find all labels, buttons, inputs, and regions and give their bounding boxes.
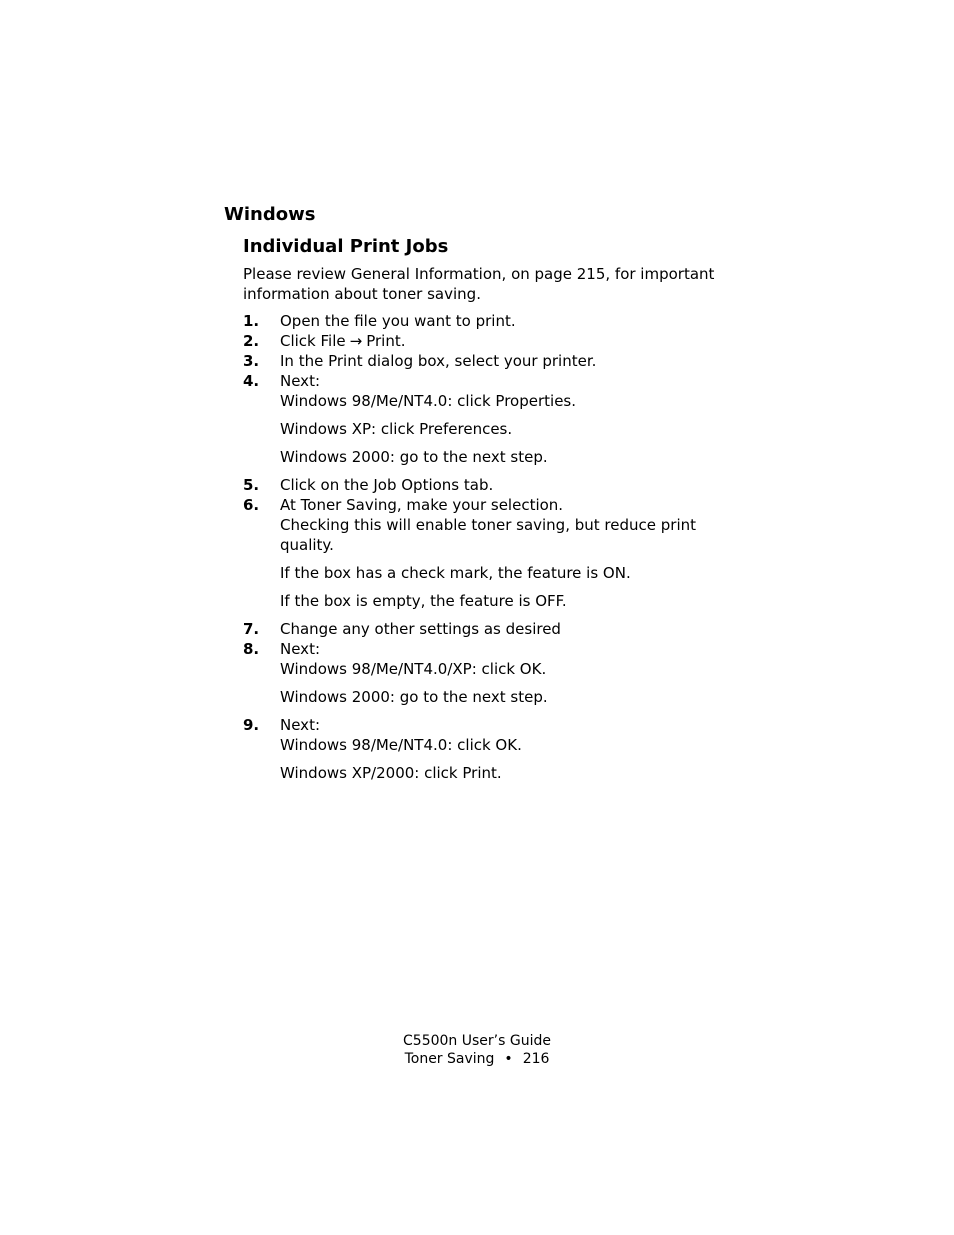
- footer-page-number: 216: [522, 1050, 550, 1067]
- step-text: Click on the Job Options tab.: [280, 476, 494, 494]
- step-subtext: If the box has a check mark, the feature is ON.: [280, 564, 631, 582]
- step-text: At Toner Saving, make your selection.: [280, 496, 564, 514]
- step-number: 5.: [243, 476, 260, 494]
- step-number: 2.: [243, 332, 260, 350]
- step-text-pre: Click File: [280, 332, 346, 350]
- step-text: Next:: [280, 372, 320, 390]
- step-2: [243, 331, 743, 351]
- bullet-icon: •: [504, 1050, 513, 1067]
- step-subtext: Windows 2000: go to the next step.: [280, 688, 548, 706]
- step-number: 1.: [243, 312, 260, 330]
- section-heading: Windows: [224, 204, 316, 225]
- steps-list: [243, 311, 743, 783]
- step-subtext: Checking this will enable toner saving, but reduce print quality.: [280, 516, 697, 554]
- intro-line-2: information about toner saving.: [243, 284, 481, 303]
- step-text: Next:: [280, 640, 320, 658]
- step-number: 6.: [243, 496, 260, 514]
- step-subtext: Windows 2000: go to the next step.: [280, 448, 548, 466]
- intro-line-1: Please review General Information, on page 215, for important: [243, 265, 715, 283]
- step-9: [243, 715, 743, 783]
- step-4: [243, 371, 743, 467]
- step-text: [280, 331, 743, 351]
- footer-section: Toner Saving: [404, 1050, 495, 1067]
- step-subtext: Windows XP: click Preferences.: [280, 420, 513, 438]
- step-7: [243, 619, 743, 639]
- step-text: Change any other settings as desired: [280, 620, 561, 638]
- intro-paragraph: [243, 265, 743, 304]
- step-text: Open the file you want to print.: [280, 312, 516, 330]
- footer-guide-title: C5500n User’s Guide: [403, 1033, 551, 1049]
- step-text-post: Print.: [366, 332, 406, 350]
- step-6: [243, 495, 743, 611]
- step-subtext: Windows XP/2000: click Print.: [280, 764, 502, 782]
- step-number: 3.: [243, 352, 260, 370]
- step-3: [243, 351, 743, 371]
- step-8: [243, 639, 743, 707]
- step-subtext: Windows 98/Me/NT4.0/XP: click OK.: [280, 660, 547, 678]
- step-number: 9.: [243, 716, 260, 734]
- step-subtext: If the box is empty, the feature is OFF.: [280, 592, 567, 610]
- step-text: Next:: [280, 716, 320, 734]
- step-number: 8.: [243, 640, 260, 658]
- page-footer: [0, 1033, 954, 1068]
- step-number: 7.: [243, 620, 260, 638]
- step-number: 4.: [243, 372, 260, 390]
- step-5: [243, 475, 743, 495]
- right-arrow-icon: →: [349, 332, 363, 350]
- footer-page-info: [0, 1051, 954, 1069]
- subsection-heading: Individual Print Jobs: [243, 236, 449, 257]
- step-1: [243, 311, 743, 331]
- step-text: In the Print dialog box, select your printer.: [280, 352, 597, 370]
- step-subtext: Windows 98/Me/NT4.0: click Properties.: [280, 392, 577, 410]
- step-subtext: Windows 98/Me/NT4.0: click OK.: [280, 736, 522, 754]
